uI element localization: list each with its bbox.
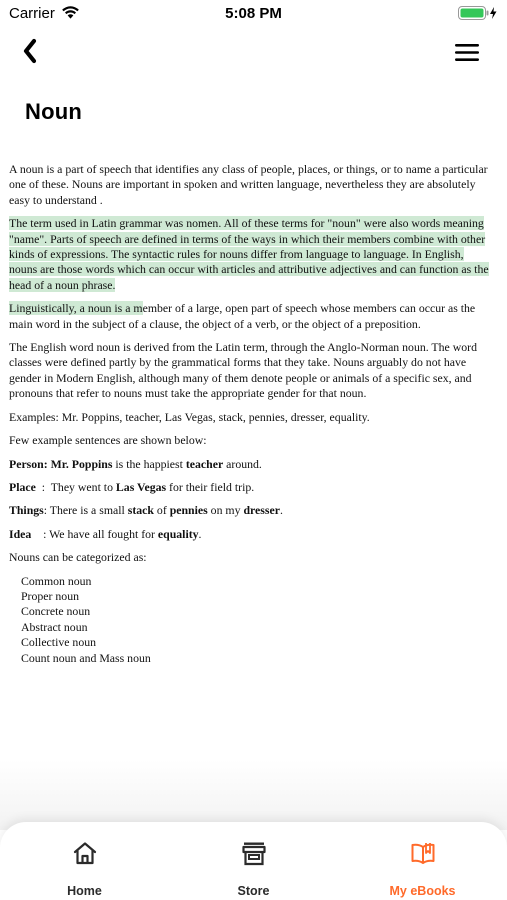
store-icon (241, 840, 267, 866)
example-text: . (279, 503, 283, 518)
example-idea (9, 527, 491, 542)
example-place (9, 480, 491, 495)
example-text: around. (223, 456, 262, 471)
list-item: Proper noun (21, 588, 79, 603)
example-person (9, 457, 491, 472)
book-icon (410, 840, 436, 866)
highlighted-paragraph (9, 216, 491, 293)
paragraph: A noun is a part of speech that identifies any class of people, places, or things, or to name a particular one of these. Nouns are important in spoken and written language, nevertheless they are absolutely easy to understand . (9, 162, 488, 207)
chevron-left-icon (20, 38, 50, 68)
example-word: Las Vegas (115, 479, 167, 494)
example-label: Person: Mr. Poppins (9, 456, 113, 471)
carrier-label: Carrier (9, 5, 55, 22)
tab-home[interactable] (0, 822, 169, 900)
page-title: Noun (25, 99, 83, 124)
status-bar (0, 0, 507, 28)
example-text: is the happiest (112, 456, 186, 471)
list-item: Count noun and Mass noun (21, 650, 151, 665)
scroll-fade (0, 760, 507, 830)
paragraph: The English word noun is derived from the Latin term, through the Anglo-Norman noun. The word classes were defined partly by the grammatical forms that they take. Nouns arguably do not have gender in Modern English, although many of them denote people or animals of a specific sex, and pronouns that refer to nouns must take the appropriate gender for that noun. (9, 340, 477, 401)
list-item: Abstract noun (21, 619, 88, 634)
example-text: : We have all fought for (31, 526, 158, 541)
tab-label: My eBooks (389, 884, 456, 898)
categories-intro: Nouns can be categorized as: (9, 550, 147, 565)
categories-list (9, 574, 491, 666)
example-text: : They went to (35, 479, 116, 494)
example-text: on my (207, 503, 244, 518)
hamburger-menu-icon (452, 40, 482, 68)
example-word: teacher (185, 456, 224, 471)
example-word: equality (157, 526, 199, 541)
home-icon (72, 840, 98, 866)
back-button[interactable] (20, 38, 50, 68)
menu-button[interactable] (452, 40, 482, 68)
highlight[interactable]: Linguistically, a noun is a m (9, 301, 143, 316)
example-things (9, 503, 491, 518)
example-text: for their field trip. (166, 479, 255, 494)
list-item: Concrete noun (21, 604, 91, 619)
example-word: dresser (243, 503, 280, 518)
battery-icon (458, 6, 498, 20)
example-word: stack (127, 503, 154, 518)
paragraph: Examples: Mr. Poppins, teacher, Las Vegas, stack, pennies, dresser, equality. (9, 409, 370, 424)
tab-bar (0, 822, 507, 900)
highlight[interactable]: The term used in Latin grammar was nomen. All of these terms for "noun" were also words meaning "name". Parts of speech are defined in terms of the ways in which their members combine with other kinds of expressions. The syntactic rules for nouns differ from language to language. In English, nouns are those words which can occur with articles and attributive adjectives and can function as the head of a noun phrase. (9, 216, 489, 292)
paragraph-text: ember of a large, open part of speech whose members can occur as the main word in the subject of a clause, the object of a verb, or the object of a preposition. (9, 301, 476, 331)
status-time: 5:08 PM (225, 5, 282, 22)
tab-label: Home (67, 884, 102, 898)
example-text: : There is a small (43, 503, 128, 518)
paragraph (9, 301, 491, 332)
tab-my-ebooks[interactable] (338, 822, 507, 900)
tab-store[interactable] (169, 822, 338, 900)
tab-label: Store (237, 884, 270, 898)
example-label: Idea (9, 526, 32, 541)
example-text: of (153, 503, 170, 518)
example-label: Things (9, 503, 44, 518)
example-word: pennies (169, 503, 208, 518)
list-item: Collective noun (21, 635, 97, 650)
navigation-bar (0, 30, 507, 78)
ebook-content (9, 162, 491, 666)
example-label: Place (9, 479, 36, 494)
example-text: . (198, 526, 202, 541)
paragraph: Few example sentences are shown below: (9, 433, 207, 448)
list-item: Common noun (21, 573, 92, 588)
